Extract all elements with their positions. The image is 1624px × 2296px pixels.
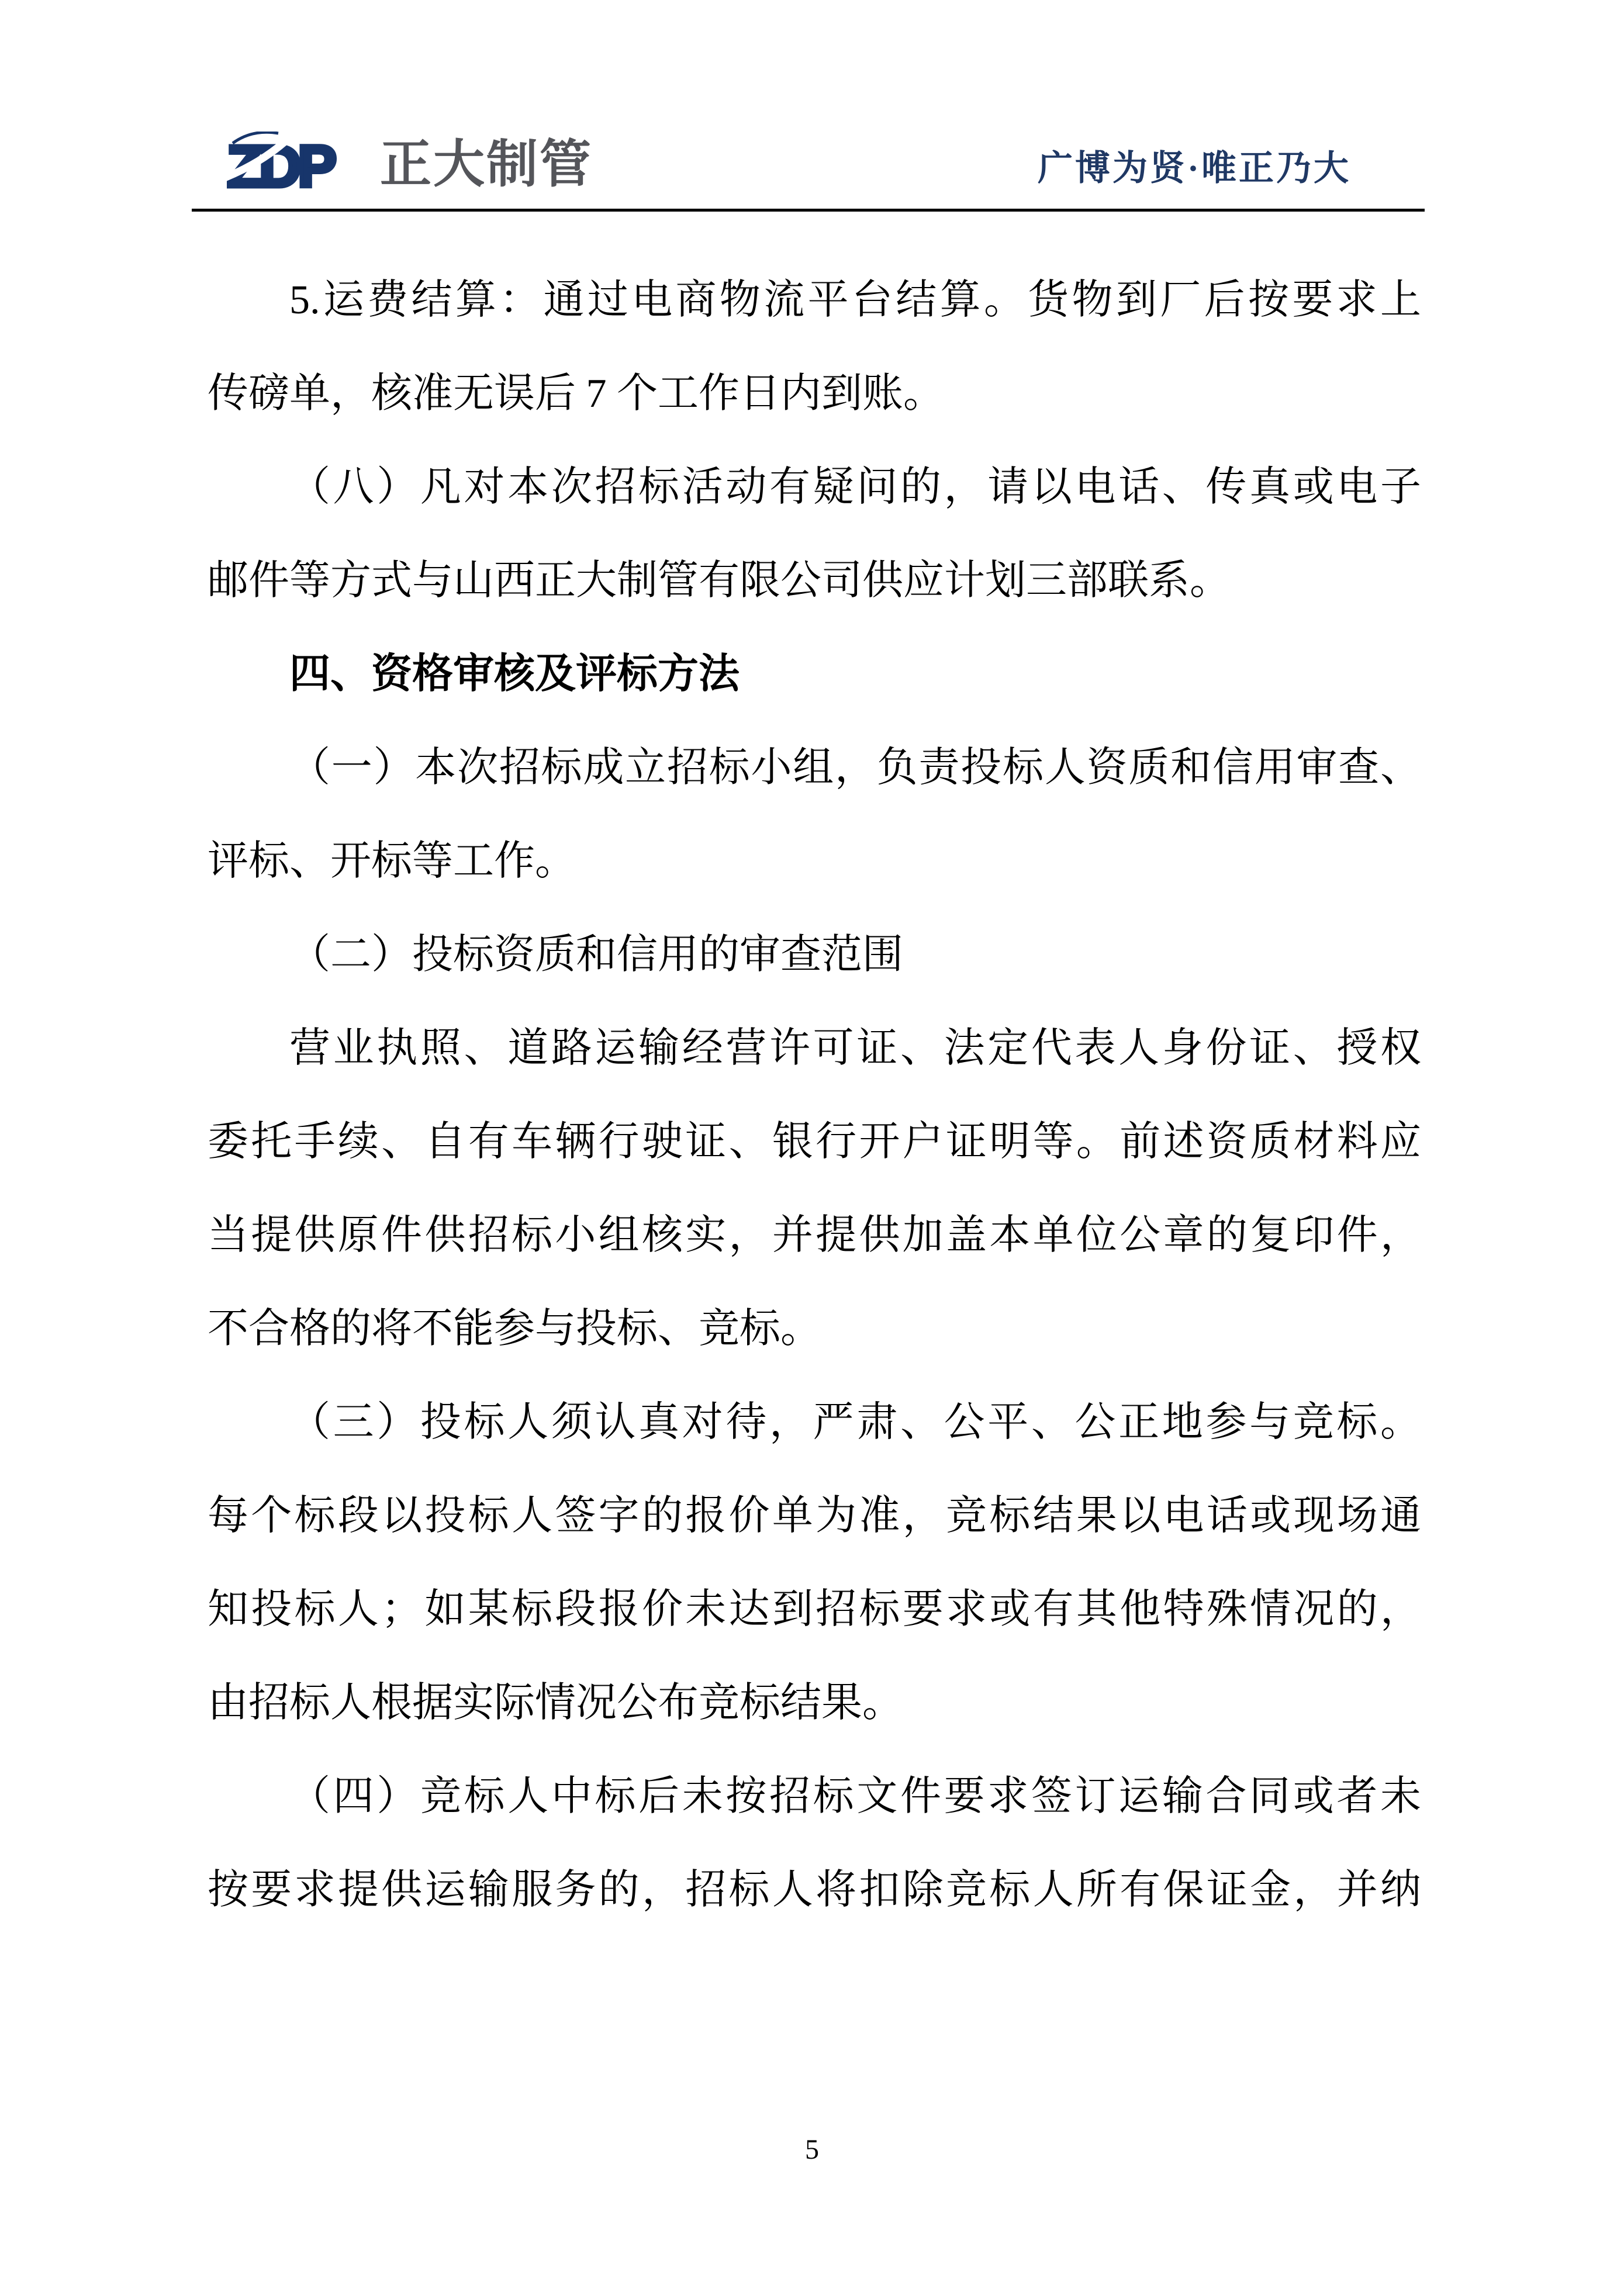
body-line: （八）凡对本次招标活动有疑问的，请以电话、传真或电子 <box>289 465 1421 510</box>
page-number: 5 <box>805 2134 819 2165</box>
body-line: 由招标人根据实际情况公布竞标结果。 <box>208 1680 903 1726</box>
body-line: 营业执照、道路运输经营许可证、法定代表人身份证、授权 <box>289 1026 1421 1071</box>
page-footer <box>0 2135 1624 2165</box>
body-line: 按要求提供运输服务的，招标人将扣除竞标人所有保证金，并纳 <box>208 1868 1421 1913</box>
body-line: 邮件等方式与山西正大制管有限公司供应计划三部联系。 <box>208 558 1231 603</box>
header-divider <box>192 209 1425 212</box>
company-logo <box>227 132 593 196</box>
body-line: 每个标段以投标人签字的报价单为准，竞标结果以电话或现场通 <box>208 1493 1421 1538</box>
zdp-logo-icon <box>227 132 362 197</box>
body-line: （三）投标人须认真对待，严肃、公平、公正地参与竞标。 <box>289 1400 1421 1445</box>
body-line: 传磅单，核准无误后 7 个工作日内到账。 <box>208 371 944 416</box>
body-line: （四）竞标人中标后未按招标文件要求签订运输合同或者未 <box>289 1774 1421 1819</box>
body-line: 评标、开标等工作。 <box>208 839 576 884</box>
body-line: 当提供原件供招标小组核实，并提供加盖本单位公章的复印件， <box>208 1213 1421 1258</box>
zdp-logo-text: ZDP <box>227 134 333 197</box>
body-line: （二）投标资质和信用的审查范围 <box>289 932 903 977</box>
company-slogan: 广博为贤·唯正乃大 <box>1037 149 1351 188</box>
body-line: （一）本次招标成立招标小组，负责投标人资质和信用审查、 <box>289 745 1421 790</box>
body-line: 5.运费结算：通过电商物流平台结算。货物到厂后按要求上 <box>289 278 1421 323</box>
body-line: 委托手续、自有车辆行驶证、银行开户证明等。前述资质材料应 <box>208 1119 1421 1164</box>
body-line: 知投标人；如某标段报价未达到招标要求或有其他特殊情况的， <box>208 1587 1421 1632</box>
logo-company-name: 正大制管 <box>380 135 593 193</box>
body-line: 四、资格审核及评标方法 <box>289 652 740 697</box>
document-body <box>208 254 1421 1937</box>
body-line: 不合格的将不能参与投标、竞标。 <box>208 1306 821 1351</box>
